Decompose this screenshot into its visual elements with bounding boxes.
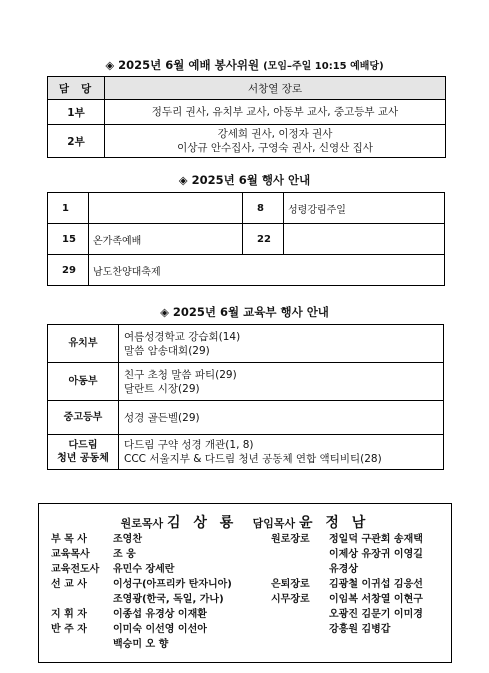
event-line: 다드림 구약 성경 개관(1, 8): [124, 439, 254, 451]
event-date: 29: [48, 255, 89, 286]
staff-names: 이임복 서창열 이현구: [329, 594, 423, 605]
event-line: 친구 초청 말씀 파티(29): [124, 368, 237, 381]
event-name: [284, 224, 445, 255]
service-volunteers: [105, 125, 446, 158]
event-name: 온가족예배: [89, 224, 243, 255]
staff-names: 이종섭 유경상 이재환: [113, 609, 207, 620]
department-label: 아동부: [48, 363, 119, 401]
event-line: 말씀 암송대회(29): [124, 344, 210, 357]
department-events: [119, 363, 444, 401]
section1-title: ◈ 2025년 6월 예배 봉사위원: [105, 58, 260, 72]
staff-role: 선 교 사: [51, 579, 87, 590]
department-label-line: 청년 공동체: [57, 453, 109, 464]
staff-role: 교육전도사: [51, 564, 100, 575]
event-date: 1: [48, 193, 89, 224]
staff-role: 원로장로: [271, 534, 310, 545]
header-duty: 담당: [48, 77, 105, 100]
department-label: [48, 435, 119, 470]
department-label: 유치부: [48, 325, 119, 363]
staff-names: 조영찬: [113, 534, 142, 545]
pastor-title: 담임목사: [252, 517, 296, 530]
table-row: [48, 125, 446, 158]
event-date: 22: [243, 224, 284, 255]
service-volunteers: 정두리 권사, 유치부 교사, 아동부 교사, 중고등부 교사: [105, 100, 446, 125]
staff-names: 오광진 김문기 이미경: [329, 609, 423, 620]
service-label: 1부: [48, 100, 105, 125]
staff-names: 강흥원 김병갑: [329, 624, 391, 635]
event-line: CCC 서울지부 & 다드림 청년 공동체 연합 액티비티(28): [124, 453, 382, 465]
event-name: 남도찬양대축제: [89, 255, 445, 286]
department-events: [119, 401, 444, 435]
staff-role: 시무장로: [271, 594, 310, 605]
staff-names: 이미숙 이선영 이선아: [113, 624, 207, 635]
staff-role: 지 휘 자: [51, 609, 87, 620]
table-row: [48, 100, 446, 125]
table-row: [48, 401, 444, 435]
staff-role: 교육목사: [51, 549, 90, 560]
department-events: [119, 325, 444, 363]
events-table: [47, 192, 445, 286]
department-events: [119, 435, 444, 470]
senior-pastor-name: 김 상 룡: [167, 515, 238, 531]
staff-names: 김광철 이귀섭 김응선: [329, 579, 423, 590]
volunteers-line: 강세희 권사, 이정자 권사: [217, 128, 333, 140]
header-elder: 서창열 장로: [105, 77, 446, 100]
event-date: 15: [48, 224, 89, 255]
education-events-table: [47, 324, 444, 470]
senior-pastor-title: 원로목사: [120, 517, 164, 530]
staff-role: 부 목 사: [51, 534, 87, 545]
table-row: [48, 435, 444, 470]
section2-title: ◈ 2025년 6월 행사 안내: [178, 173, 311, 187]
staff-names: 조영광(한국, 독일, 가나): [113, 594, 224, 605]
department-label-line: 다드림: [68, 440, 98, 451]
section3-title: ◈ 2025년 6월 교육부 행사 안내: [160, 305, 329, 319]
event-line: 여름성경학교 강습회(14): [124, 330, 241, 343]
department-label: 중고등부: [48, 401, 119, 435]
event-line: 달란트 시장(29): [124, 382, 200, 395]
pastor-header: [39, 512, 451, 532]
staff-directory-box: [38, 503, 452, 663]
staff-names: 이제상 유장귀 이영길: [329, 549, 423, 560]
table-row: [48, 193, 445, 224]
table-row: [48, 224, 445, 255]
staff-names: 백승미 오 향: [113, 639, 169, 650]
staff-role: 은퇴장로: [271, 579, 310, 590]
pastor-name: 윤 정 남: [299, 515, 370, 531]
event-name: 성령강림주일: [284, 193, 445, 224]
staff-names: 유경상: [329, 564, 358, 575]
staff-names: 유민수 장세란: [113, 564, 175, 575]
table-row: [48, 363, 444, 401]
staff-names: 조 웅: [113, 549, 136, 560]
table-row: [48, 325, 444, 363]
event-line: 성경 골든벨(29): [124, 411, 200, 424]
staff-names: 정일덕 구관회 송재택: [329, 534, 423, 545]
section1-subtitle: (모임–주일 10:15 예배당): [263, 61, 384, 72]
event-date: 8: [243, 193, 284, 224]
service-label: 2부: [48, 125, 105, 158]
section1-heading: [0, 57, 489, 73]
staff-names: 이성구(아프리카 탄자니아): [113, 579, 232, 590]
volunteers-line: 이상규 안수집사, 구영숙 권사, 신영산 집사: [177, 142, 373, 154]
table-row: [48, 255, 445, 286]
event-name: [89, 193, 243, 224]
staff-role: 반 주 자: [51, 624, 87, 635]
worship-volunteers-table: [47, 76, 446, 158]
